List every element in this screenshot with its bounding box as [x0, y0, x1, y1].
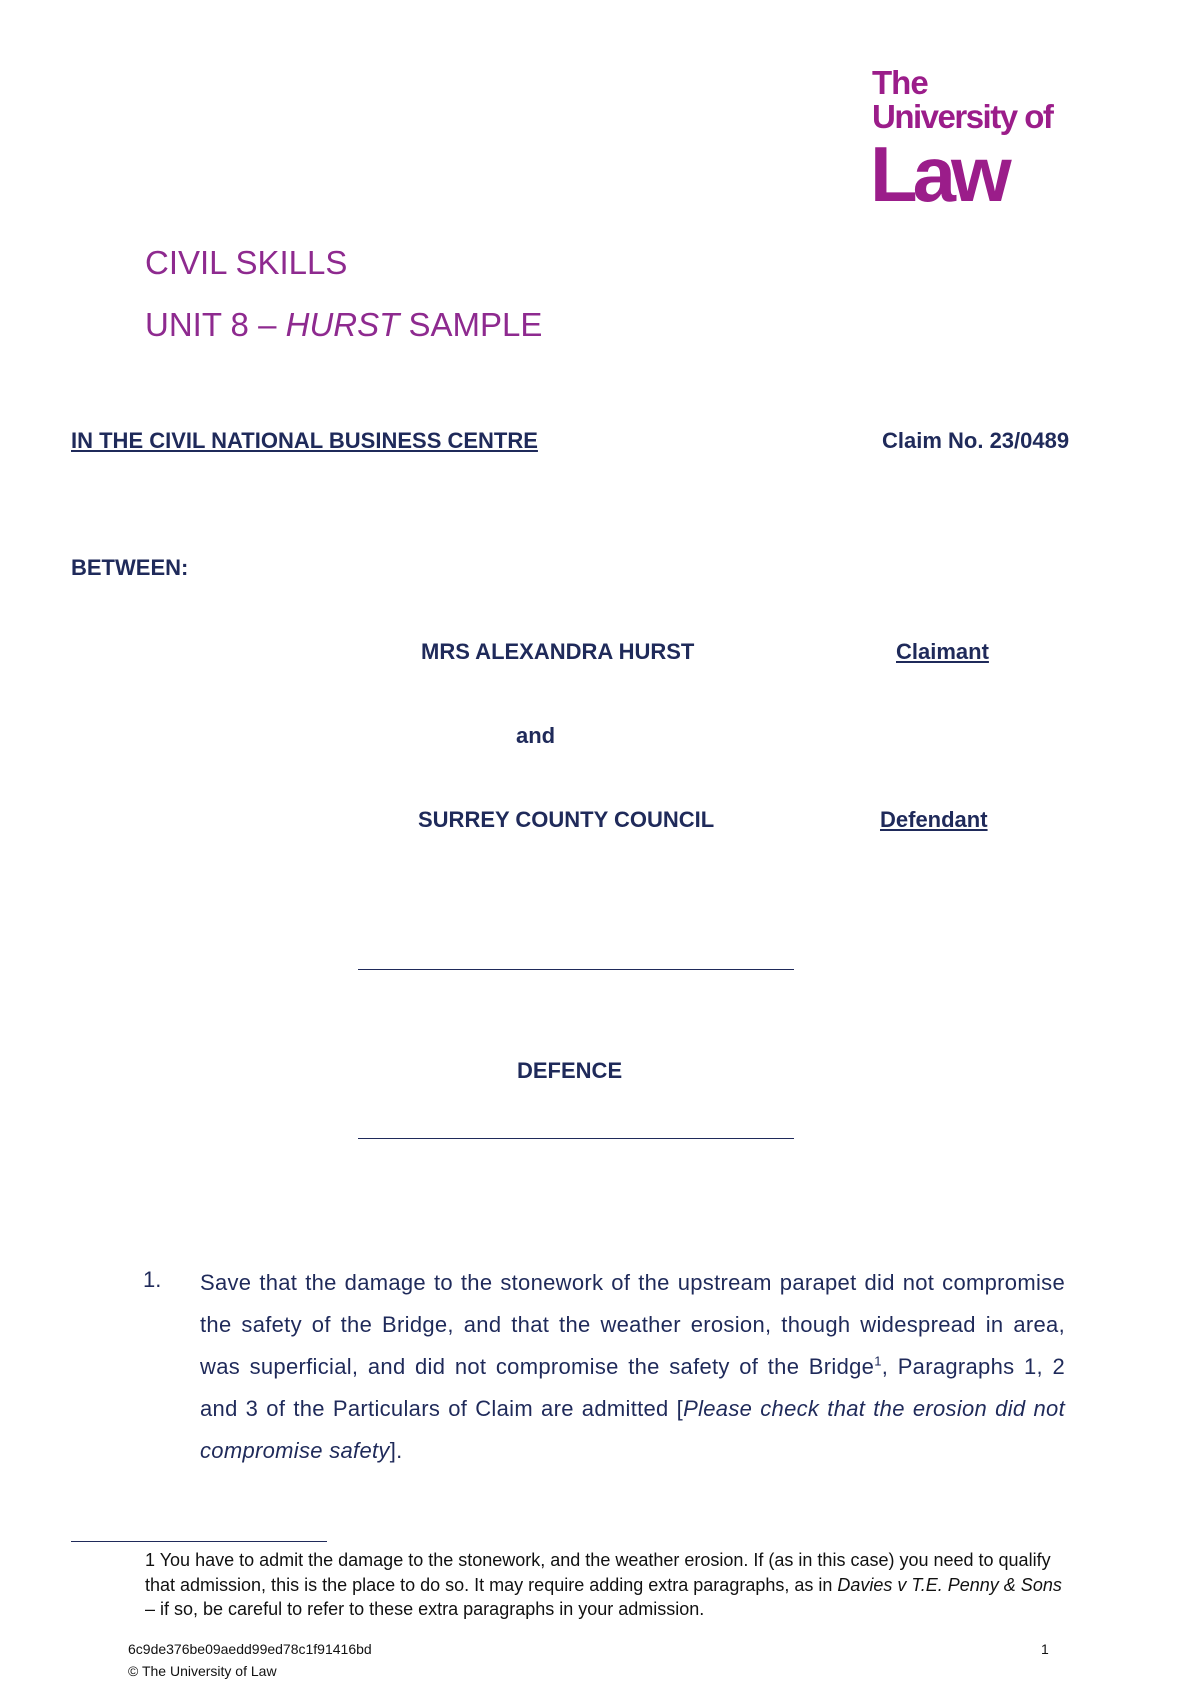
footnote-case-name: Davies v T.E. Penny & Sons	[837, 1574, 1062, 1595]
paragraph-text-italic: Please check that the erosion did not compromise safety	[200, 1396, 1065, 1463]
document-heading: DEFENCE	[517, 1058, 623, 1083]
unit-title	[145, 305, 542, 345]
defendant-name: SURREY COUNTY COUNCIL	[418, 807, 715, 832]
between-label: BETWEEN:	[71, 555, 189, 580]
copyright-notice: © The University of Law	[128, 1663, 277, 1679]
heading-rule-top	[358, 969, 794, 970]
course-title: CIVIL SKILLS	[145, 244, 348, 281]
and-label: and	[516, 723, 556, 748]
paragraph-text-after: , Paragraphs 1, 2 and 3 of the Particulars of Claim are admitted [	[200, 1354, 1066, 1421]
document-id: 6c9de376be09aedd99ed78c1f91416bd	[128, 1641, 372, 1657]
footnote	[145, 1548, 1065, 1622]
paragraph-text-main: Save that the damage to the stonework of the upstream parapet did not compromise the safety of the Bridge, and that the weather erosion, though widespread in area, was superficial, and did not compromise the safety of the Bridge	[200, 1270, 1065, 1379]
claimant-name: MRS ALEXANDRA HURST	[421, 639, 695, 664]
paragraph-number: 1.	[143, 1267, 162, 1292]
page-number: 1	[1041, 1641, 1049, 1657]
unit-title-italic: HURST	[285, 306, 400, 343]
heading-rule-bottom	[358, 1138, 794, 1139]
logo-line-the: The	[872, 64, 928, 101]
defendant-role: Defendant	[880, 807, 988, 832]
unit-title-suffix: SAMPLE	[399, 306, 543, 343]
paragraph-body	[200, 1262, 1065, 1472]
logo-line-law: Law	[870, 130, 1007, 218]
logo-line-university: University of	[872, 98, 1053, 135]
footnote-number: 1	[145, 1550, 156, 1570]
unit-title-prefix: UNIT 8 –	[145, 306, 286, 343]
claimant-role: Claimant	[896, 639, 989, 664]
claim-number: Claim No. 23/0489	[882, 428, 1070, 453]
court-name: IN THE CIVIL NATIONAL BUSINESS CENTRE	[71, 428, 538, 453]
footnote-text-1: You have to admit the damage to the stonework, and the weather erosion. If (as in this case) you need to qualify that admission, this is the place to do so. It may require adding extra paragraphs, as in	[145, 1550, 1051, 1595]
paragraph-text-end: ].	[389, 1438, 403, 1463]
footnote-separator	[71, 1541, 327, 1542]
footnote-reference[interactable]: 1	[874, 1353, 882, 1369]
footnote-text-2: – if so, be careful to refer to these extra paragraphs in your admission.	[145, 1599, 705, 1619]
university-of-law-logo	[872, 66, 1057, 216]
